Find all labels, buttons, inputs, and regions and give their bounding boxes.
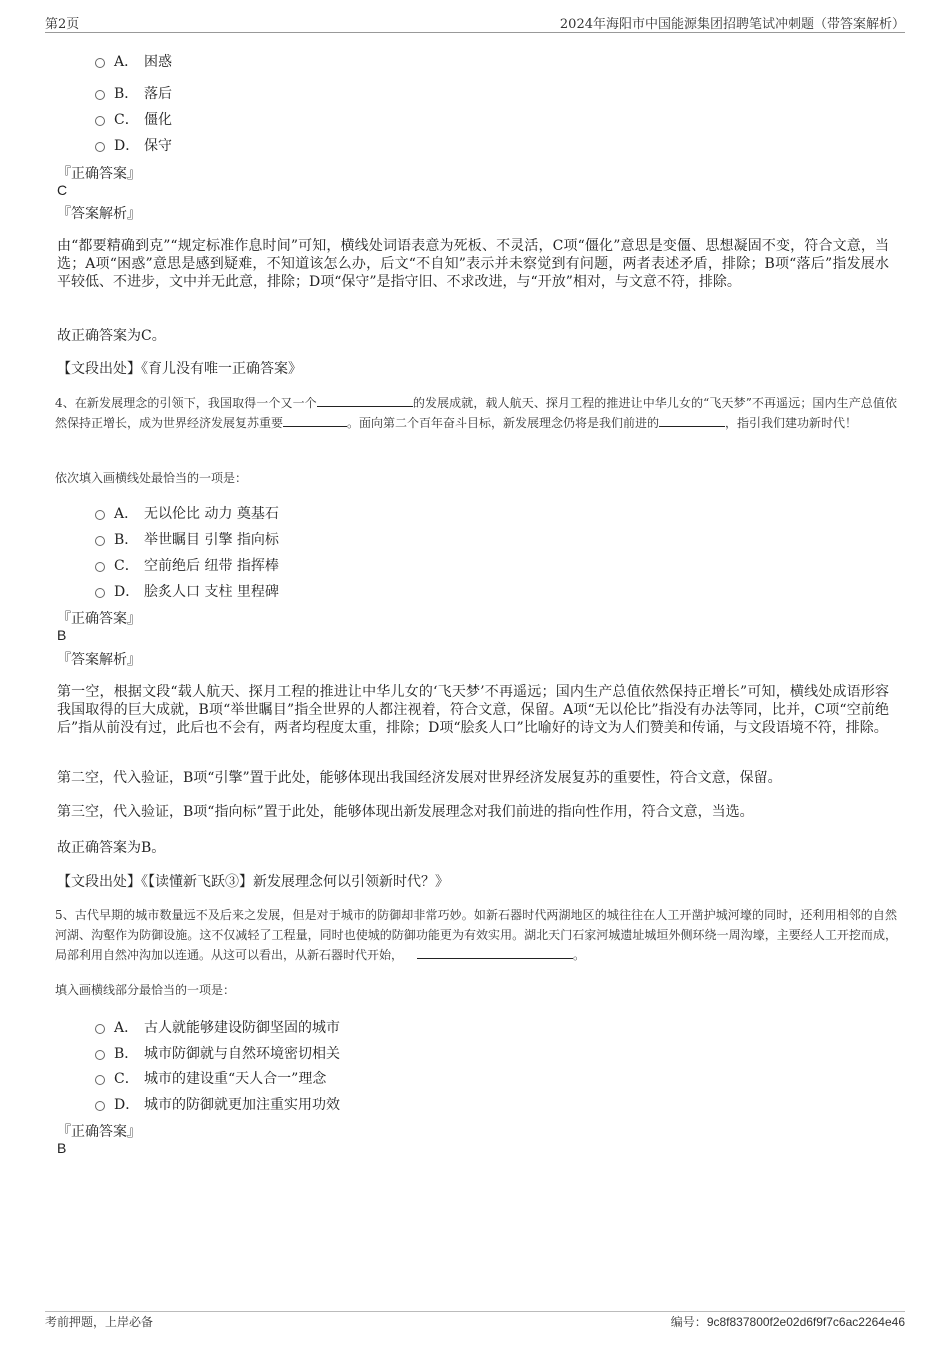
radio-icon[interactable]: [95, 510, 105, 520]
q4-answer: B: [57, 627, 67, 643]
radio-icon[interactable]: [95, 116, 105, 126]
q3-source: 【文段出处】《育儿没有唯一正确答案》: [57, 361, 302, 377]
radio-icon[interactable]: [95, 588, 105, 598]
q5-option-c[interactable]: C． 城市的建设重“天人合一”理念: [95, 1068, 326, 1088]
q4-conclusion: 故正确答案为B。: [57, 840, 166, 856]
blank-line: [317, 394, 413, 407]
q4-answer-label: 『正确答案』: [57, 611, 141, 627]
radio-icon[interactable]: [95, 90, 105, 100]
q3-option-d[interactable]: D． 保守: [95, 135, 172, 155]
radio-icon[interactable]: [95, 1075, 105, 1085]
radio-icon[interactable]: [95, 1101, 105, 1111]
q4-stem: 4、在新发展理念的引领下，我国取得一个又一个 的发展成就，载人航天、探月工程的推进让中华儿女的“飞天梦”不再遥远；国内生产总值依然保持正增长，成为世界经济发展复苏重要 。面向第二个百年奋斗目标，新发展理念仍将是我们前进的 ，指引我们建功新时代！: [55, 396, 897, 430]
q4-source: 【文段出处】《【读懂新飞跃③】新发展理念何以引领新时代？》: [57, 874, 449, 890]
radio-icon[interactable]: [95, 58, 105, 68]
radio-icon[interactable]: [95, 142, 105, 152]
blank-line: [659, 414, 725, 427]
q5-option-a[interactable]: A． 古人就能够建设防御坚固的城市: [95, 1017, 340, 1037]
q4-analysis-1: 第一空，根据文段“载人航天、探月工程的推进让中华儿女的‘飞天梦’不再遥远；国内生产总值依然保持正增长”可知，横线处成语形容我国取得的巨大成就，B项“举世瞩目”指全世界的人都注视着，符合文意，保留。A项“无以伦比”指没有办法等同，比并，C项“空前绝后”指从前没有过，此后也不会有，两者均程度太重，排除；D项“脍炙人口”比喻好的诗文为人们赞美和传诵，与文段语境不符，排除。: [57, 684, 889, 736]
q5-option-d[interactable]: D． 城市的防御就更加注重实用功效: [95, 1094, 340, 1114]
q3-answer: C: [57, 182, 68, 198]
q4-option-d[interactable]: D． 脍炙人口 支柱 里程碑: [95, 581, 279, 601]
footer-divider: [45, 1311, 905, 1312]
page-number: 第2页: [45, 17, 80, 32]
blank-line: [283, 414, 347, 427]
q4-analysis-label: 『答案解析』: [57, 652, 141, 668]
q3-option-c[interactable]: C． 僵化: [95, 109, 172, 129]
q3-analysis: 由“都要精确到克”“规定标准作息时间”可知，横线处词语表意为死板、不灵活，C项“僵化”意思是变僵、思想凝固不变，符合文意，当选；A项“困惑”意思是感到疑难，不知道该怎么办，后文“不自知”表示并未察觉到有问题，两者表述矛盾，排除；B项“落后”指发展水平较低、不进步，文中并无此意，排除；D项“保守”是指守旧、不求改进，与“开放”相对，与文意不符，排除。: [57, 238, 889, 290]
q5-stem: 5、古代早期的城市数量远不及后来之发展，但是对于城市的防御却非常巧妙。如新石器时代两湖地区的城往往在人工开凿护城河壕的同时，还利用相邻的自然河湖、沟壑作为防御设施。这不仅减轻了工程量，同时也使城的防御功能更为有效实用。湖北天门石家河城遗址城垣外侧环绕一周沟壕，主要经人工开挖而成，局部利用自然冲沟加以连通。从这可以看出，从新石器时代开始， 。: [55, 908, 897, 962]
q4-analysis-2: 第二空，代入验证，B项“引擎”置于此处，能够体现出我国经济发展对世界经济发展复苏的重要性，符合文意，保留。: [57, 770, 782, 786]
footer-code: 编号：9c8f837800f2e02d6f9f7c6ac2264e46: [670, 1315, 905, 1329]
q3-analysis-label: 『答案解析』: [57, 206, 141, 222]
q3-conclusion: 故正确答案为C。: [57, 328, 166, 344]
q3-option-b[interactable]: B． 落后: [95, 83, 172, 103]
radio-icon[interactable]: [95, 1024, 105, 1034]
q5-answer: B: [57, 1140, 67, 1156]
radio-icon[interactable]: [95, 536, 105, 546]
q4-option-c[interactable]: C． 空前绝后 纽带 指挥棒: [95, 555, 279, 575]
q4-analysis-3: 第三空，代入验证，B项“指向标”置于此处，能够体现出新发展理念对我们前进的指向性作用，符合文意，当选。: [57, 804, 754, 820]
q3-answer-label: 『正确答案』: [57, 166, 141, 182]
blank-line: [417, 946, 573, 959]
q5-option-b[interactable]: B． 城市防御就与自然环境密切相关: [95, 1043, 340, 1063]
q3-option-a[interactable]: A． 困惑: [95, 51, 172, 71]
q4-instruction: 依次填入画横线处最恰当的一项是：: [55, 471, 248, 485]
q5-answer-label: 『正确答案』: [57, 1124, 141, 1140]
header-divider: [45, 32, 905, 33]
q4-option-b[interactable]: B． 举世瞩目 引擎 指向标: [95, 529, 279, 549]
radio-icon[interactable]: [95, 562, 105, 572]
footer-slogan: 考前押题，上岸必备: [45, 1315, 154, 1329]
radio-icon[interactable]: [95, 1050, 105, 1060]
q5-instruction: 填入画横线部分最恰当的一项是：: [55, 983, 236, 997]
q4-option-a[interactable]: A． 无以伦比 动力 奠基石: [95, 503, 279, 523]
document-title: 2024年海阳市中国能源集团招聘笔试冲刺题（带答案解析）: [559, 17, 905, 32]
